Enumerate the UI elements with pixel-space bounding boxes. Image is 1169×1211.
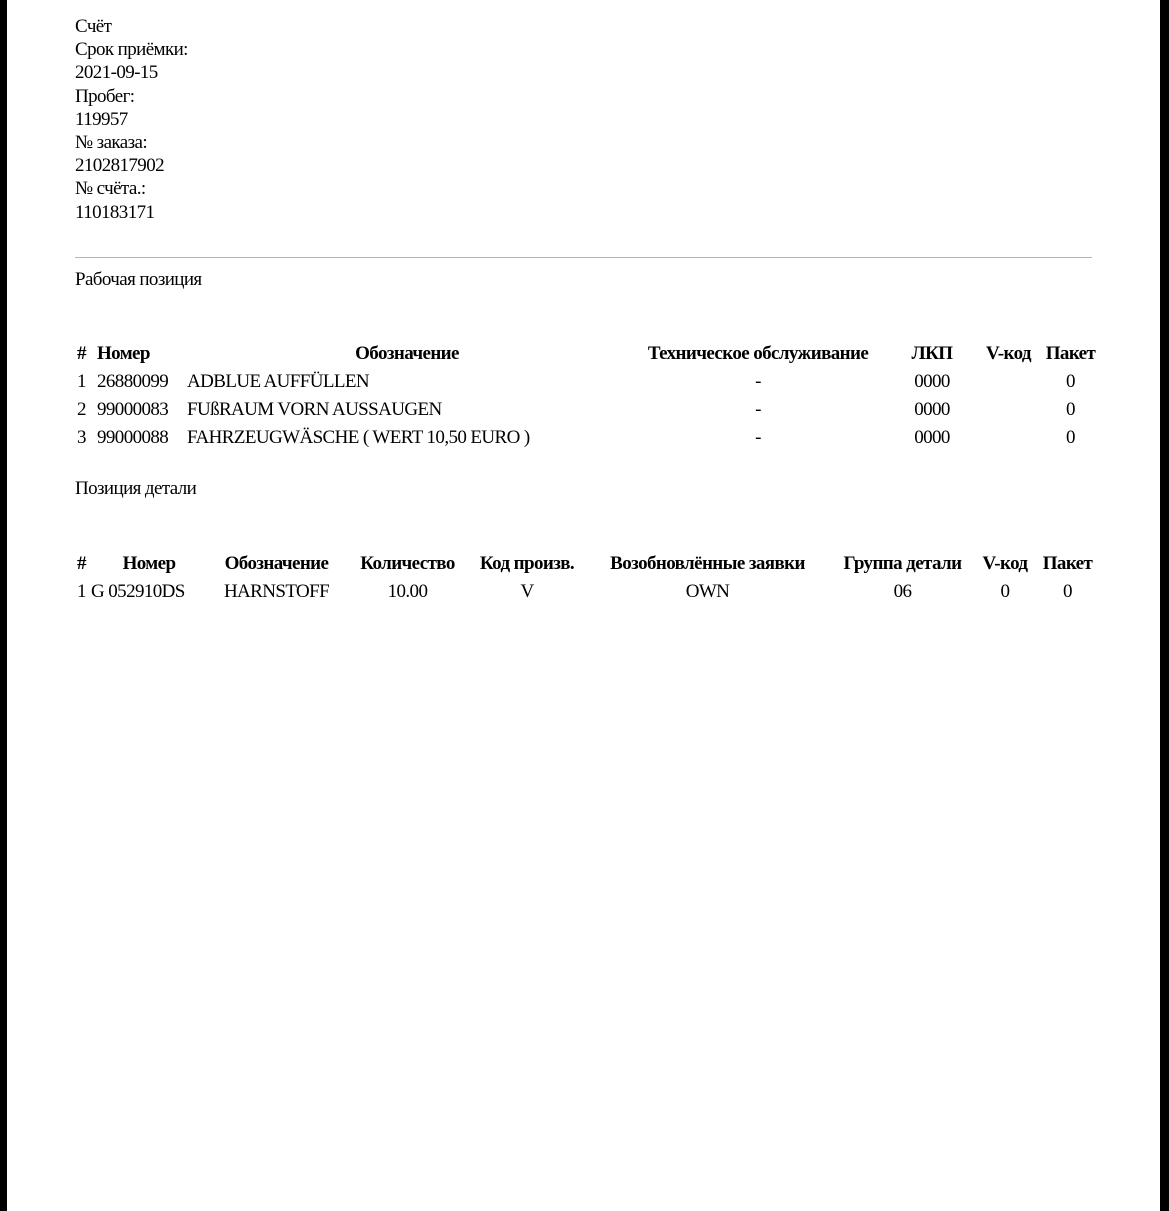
labor-table xyxy=(77,340,1099,452)
labor-cell-vcode xyxy=(975,424,1042,452)
labor-cell-package: 0 xyxy=(1066,371,1075,392)
table-row xyxy=(77,396,1099,424)
labor-col-package: Пакет xyxy=(1045,343,1096,364)
labor-cell-designation: FAHRZEUGWÄSCHE ( WERT 10,50 EURO ) xyxy=(187,427,530,448)
table-row xyxy=(77,368,1099,396)
order-number-value: 2102817902 xyxy=(75,155,165,177)
parts-col-vcode: V-код xyxy=(982,553,1028,574)
labor-cell-number: 99000088 xyxy=(97,427,169,448)
parts-cell-number: G 052910DS xyxy=(91,581,185,602)
labor-col-index: # xyxy=(77,343,86,364)
parts-col-manufacturer-code: Код произв. xyxy=(479,553,575,574)
labor-section-title: Рабочая позиция xyxy=(75,269,202,290)
parts-cell-renewed-requests: OWN xyxy=(685,581,730,602)
parts-cell-package: 0 xyxy=(1063,581,1072,602)
labor-cell-paint: 0000 xyxy=(914,399,950,420)
labor-cell-designation: ADBLUE AUFFÜLLEN xyxy=(187,371,369,392)
labor-header-row xyxy=(77,340,1099,368)
acceptance-date-value: 2021-09-15 xyxy=(75,62,158,84)
table-row xyxy=(77,424,1099,452)
labor-cell-maintenance: - xyxy=(755,427,761,448)
labor-col-number: Номер xyxy=(97,343,150,364)
table-row xyxy=(77,578,1100,606)
parts-cell-vcode: 0 xyxy=(1000,581,1010,602)
parts-table xyxy=(77,550,1100,606)
header-divider xyxy=(75,257,1092,258)
labor-cell-vcode xyxy=(975,396,1042,424)
parts-col-quantity: Количество xyxy=(360,553,455,574)
labor-cell-vcode xyxy=(975,368,1042,396)
labor-cell-index: 2 xyxy=(77,399,86,420)
labor-cell-index: 1 xyxy=(77,371,86,392)
parts-cell-designation: HARNSTOFF xyxy=(223,581,330,602)
order-number-label: № заказа: xyxy=(75,132,148,154)
labor-cell-paint: 0000 xyxy=(914,427,950,448)
labor-col-designation: Обозначение xyxy=(355,343,459,364)
parts-cell-quantity: 10.00 xyxy=(387,581,428,602)
labor-col-paint: ЛКП xyxy=(911,343,953,364)
labor-cell-maintenance: - xyxy=(755,371,761,392)
parts-cell-part-group: 06 xyxy=(893,581,912,602)
parts-col-package: Пакет xyxy=(1042,553,1093,574)
mileage-label: Пробег: xyxy=(75,85,135,107)
parts-cell-index: 1 xyxy=(77,581,86,602)
parts-header-row xyxy=(77,550,1100,578)
parts-col-number: Номер xyxy=(122,553,176,574)
invoice-page xyxy=(7,0,1160,1211)
labor-cell-number: 99000083 xyxy=(97,399,169,420)
parts-col-index: # xyxy=(77,553,86,574)
labor-col-maintenance: Техническое обслуживание xyxy=(647,343,869,364)
invoice-title: Счёт xyxy=(75,16,112,37)
parts-col-part-group: Группа детали xyxy=(843,553,962,574)
labor-cell-number: 26880099 xyxy=(97,371,169,392)
labor-cell-maintenance: - xyxy=(755,399,761,420)
labor-cell-index: 3 xyxy=(77,427,86,448)
invoice-number-value: 110183171 xyxy=(75,201,155,223)
invoice-number-label: № счёта.: xyxy=(75,178,146,200)
parts-section-title: Позиция детали xyxy=(75,478,197,499)
invoice-header xyxy=(75,15,188,224)
parts-cell-manufacturer-code: V xyxy=(520,581,534,602)
labor-col-vcode: V-код xyxy=(986,343,1031,364)
labor-cell-package: 0 xyxy=(1066,427,1075,448)
labor-cell-paint: 0000 xyxy=(914,371,950,392)
parts-col-renewed-requests: Возобновлённые заявки xyxy=(610,553,805,574)
mileage-value: 119957 xyxy=(75,108,128,130)
labor-cell-designation: FUßRAUM VORN AUSSAUGEN xyxy=(187,399,442,420)
parts-col-designation: Обозначение xyxy=(224,553,329,574)
acceptance-date-label: Срок приёмки: xyxy=(75,39,188,61)
labor-cell-package: 0 xyxy=(1066,399,1075,420)
